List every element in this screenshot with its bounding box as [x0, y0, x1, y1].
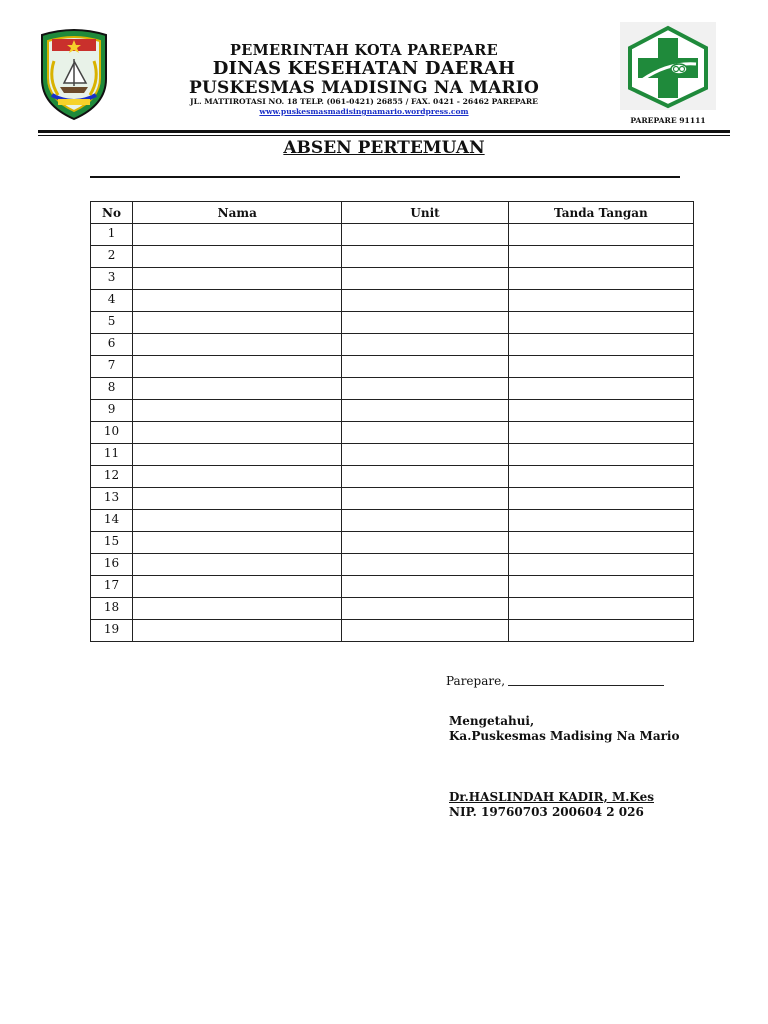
- table-row: [91, 444, 694, 466]
- postal-code: PAREPARE 91111: [630, 116, 706, 125]
- row-number-cell: 2: [91, 246, 133, 268]
- tanda-tangan-cell[interactable]: [508, 268, 693, 290]
- tanda-tangan-cell[interactable]: [508, 488, 693, 510]
- row-number-cell: 11: [91, 444, 133, 466]
- tanda-tangan-cell[interactable]: [508, 466, 693, 488]
- unit-cell[interactable]: [342, 488, 508, 510]
- unit-cell[interactable]: [342, 312, 508, 334]
- nama-cell[interactable]: [133, 554, 342, 576]
- row-number-cell: 13: [91, 488, 133, 510]
- unit-cell[interactable]: [342, 532, 508, 554]
- row-number-cell: 8: [91, 378, 133, 400]
- row-number-cell: 6: [91, 334, 133, 356]
- tanda-tangan-cell[interactable]: [508, 246, 693, 268]
- nama-cell[interactable]: [133, 510, 342, 532]
- table-row: [91, 532, 694, 554]
- table-row: [91, 246, 694, 268]
- nama-cell[interactable]: [133, 378, 342, 400]
- table-row: [91, 554, 694, 576]
- signer-name: Dr.HASLINDAH KADIR, M.Kes: [449, 790, 654, 804]
- tanda-tangan-cell[interactable]: [508, 598, 693, 620]
- tanda-tangan-cell[interactable]: [508, 334, 693, 356]
- tanda-tangan-cell[interactable]: [508, 444, 693, 466]
- row-number-cell: 17: [91, 576, 133, 598]
- unit-cell[interactable]: [342, 466, 508, 488]
- row-number-cell: 18: [91, 598, 133, 620]
- table-row: [91, 334, 694, 356]
- letterhead-divider-thin: [38, 135, 730, 136]
- table-row: [91, 510, 694, 532]
- table-row: [91, 466, 694, 488]
- table-row: [91, 224, 694, 246]
- table-row: [91, 290, 694, 312]
- tanda-tangan-cell[interactable]: [508, 554, 693, 576]
- row-number-cell: 9: [91, 400, 133, 422]
- unit-cell[interactable]: [342, 576, 508, 598]
- nama-cell[interactable]: [133, 532, 342, 554]
- row-number-cell: 10: [91, 422, 133, 444]
- date-blank-line: [508, 685, 664, 686]
- table-row: [91, 488, 694, 510]
- header-tanda-tangan: Tanda Tangan: [508, 202, 693, 224]
- tanda-tangan-cell[interactable]: [508, 400, 693, 422]
- signer-position: Ka.Puskesmas Madising Na Mario: [449, 729, 680, 743]
- row-number-cell: 19: [91, 620, 133, 642]
- row-number-cell: 4: [91, 290, 133, 312]
- attendance-table: [90, 201, 694, 642]
- government-name: PEMERINTAH KOTA PAREPARE: [230, 42, 498, 59]
- nama-cell[interactable]: [133, 598, 342, 620]
- tanda-tangan-cell[interactable]: [508, 312, 693, 334]
- document-title: ABSEN PERTEMUAN: [283, 138, 485, 158]
- puskesmas-name: PUSKESMAS MADISING NA MARIO: [189, 78, 539, 98]
- tanda-tangan-cell[interactable]: [508, 356, 693, 378]
- title-underline: [90, 176, 680, 178]
- unit-cell[interactable]: [342, 400, 508, 422]
- tanda-tangan-cell[interactable]: [508, 532, 693, 554]
- table-header-row: [91, 202, 694, 224]
- unit-cell[interactable]: [342, 444, 508, 466]
- unit-cell[interactable]: [342, 356, 508, 378]
- unit-cell[interactable]: [342, 334, 508, 356]
- tanda-tangan-cell[interactable]: [508, 290, 693, 312]
- table-row: [91, 422, 694, 444]
- nama-cell[interactable]: [133, 290, 342, 312]
- tanda-tangan-cell[interactable]: [508, 576, 693, 598]
- signer-nip: NIP. 19760703 200604 2 026: [449, 805, 644, 819]
- unit-cell[interactable]: [342, 620, 508, 642]
- unit-cell[interactable]: [342, 598, 508, 620]
- unit-cell[interactable]: [342, 246, 508, 268]
- row-number-cell: 7: [91, 356, 133, 378]
- table-row: [91, 356, 694, 378]
- row-number-cell: 5: [91, 312, 133, 334]
- row-number-cell: 3: [91, 268, 133, 290]
- nama-cell[interactable]: [133, 576, 342, 598]
- place-date-label: Parepare,: [446, 674, 506, 688]
- nama-cell[interactable]: [133, 224, 342, 246]
- table-row: [91, 620, 694, 642]
- unit-cell[interactable]: [342, 268, 508, 290]
- row-number-cell: 14: [91, 510, 133, 532]
- nama-cell[interactable]: [133, 312, 342, 334]
- puskesmas-green-cross-logo-icon: [620, 22, 716, 110]
- tanda-tangan-cell[interactable]: [508, 378, 693, 400]
- parepare-city-emblem-icon: [34, 21, 114, 121]
- table-row: [91, 576, 694, 598]
- table-row: [91, 598, 694, 620]
- nama-cell[interactable]: [133, 400, 342, 422]
- row-number-cell: 1: [91, 224, 133, 246]
- tanda-tangan-cell[interactable]: [508, 422, 693, 444]
- nama-cell[interactable]: [133, 246, 342, 268]
- nama-cell[interactable]: [133, 356, 342, 378]
- letterhead-divider-thick: [38, 130, 730, 133]
- unit-cell[interactable]: [342, 224, 508, 246]
- nama-cell[interactable]: [133, 334, 342, 356]
- table-row: [91, 378, 694, 400]
- department-name: DINAS KESEHATAN DAERAH: [212, 58, 516, 79]
- website-link[interactable]: www.puskesmasmadisingnamario.wordpress.com: [259, 107, 469, 116]
- unit-cell[interactable]: [342, 378, 508, 400]
- nama-cell[interactable]: [133, 268, 342, 290]
- row-number-cell: 15: [91, 532, 133, 554]
- nama-cell[interactable]: [133, 620, 342, 642]
- nama-cell[interactable]: [133, 444, 342, 466]
- header-nama: Nama: [133, 202, 342, 224]
- header-unit: Unit: [342, 202, 508, 224]
- table-row: [91, 312, 694, 334]
- tanda-tangan-cell[interactable]: [508, 510, 693, 532]
- table-row: [91, 268, 694, 290]
- unit-cell[interactable]: [342, 422, 508, 444]
- tanda-tangan-cell[interactable]: [508, 620, 693, 642]
- unit-cell[interactable]: [342, 554, 508, 576]
- nama-cell[interactable]: [133, 422, 342, 444]
- nama-cell[interactable]: [133, 488, 342, 510]
- tanda-tangan-cell[interactable]: [508, 224, 693, 246]
- table-row: [91, 400, 694, 422]
- nama-cell[interactable]: [133, 466, 342, 488]
- acknowledged-label: Mengetahui,: [449, 714, 535, 728]
- unit-cell[interactable]: [342, 510, 508, 532]
- unit-cell[interactable]: [342, 290, 508, 312]
- address-line: JL. MATTIROTASI NO. 18 TELP. (061-0421) 26855 / FAX. 0421 - 26462 PAREPARE: [190, 97, 538, 106]
- row-number-cell: 16: [91, 554, 133, 576]
- header-no: No: [91, 202, 133, 224]
- row-number-cell: 12: [91, 466, 133, 488]
- puskesmas-logo: [620, 22, 716, 110]
